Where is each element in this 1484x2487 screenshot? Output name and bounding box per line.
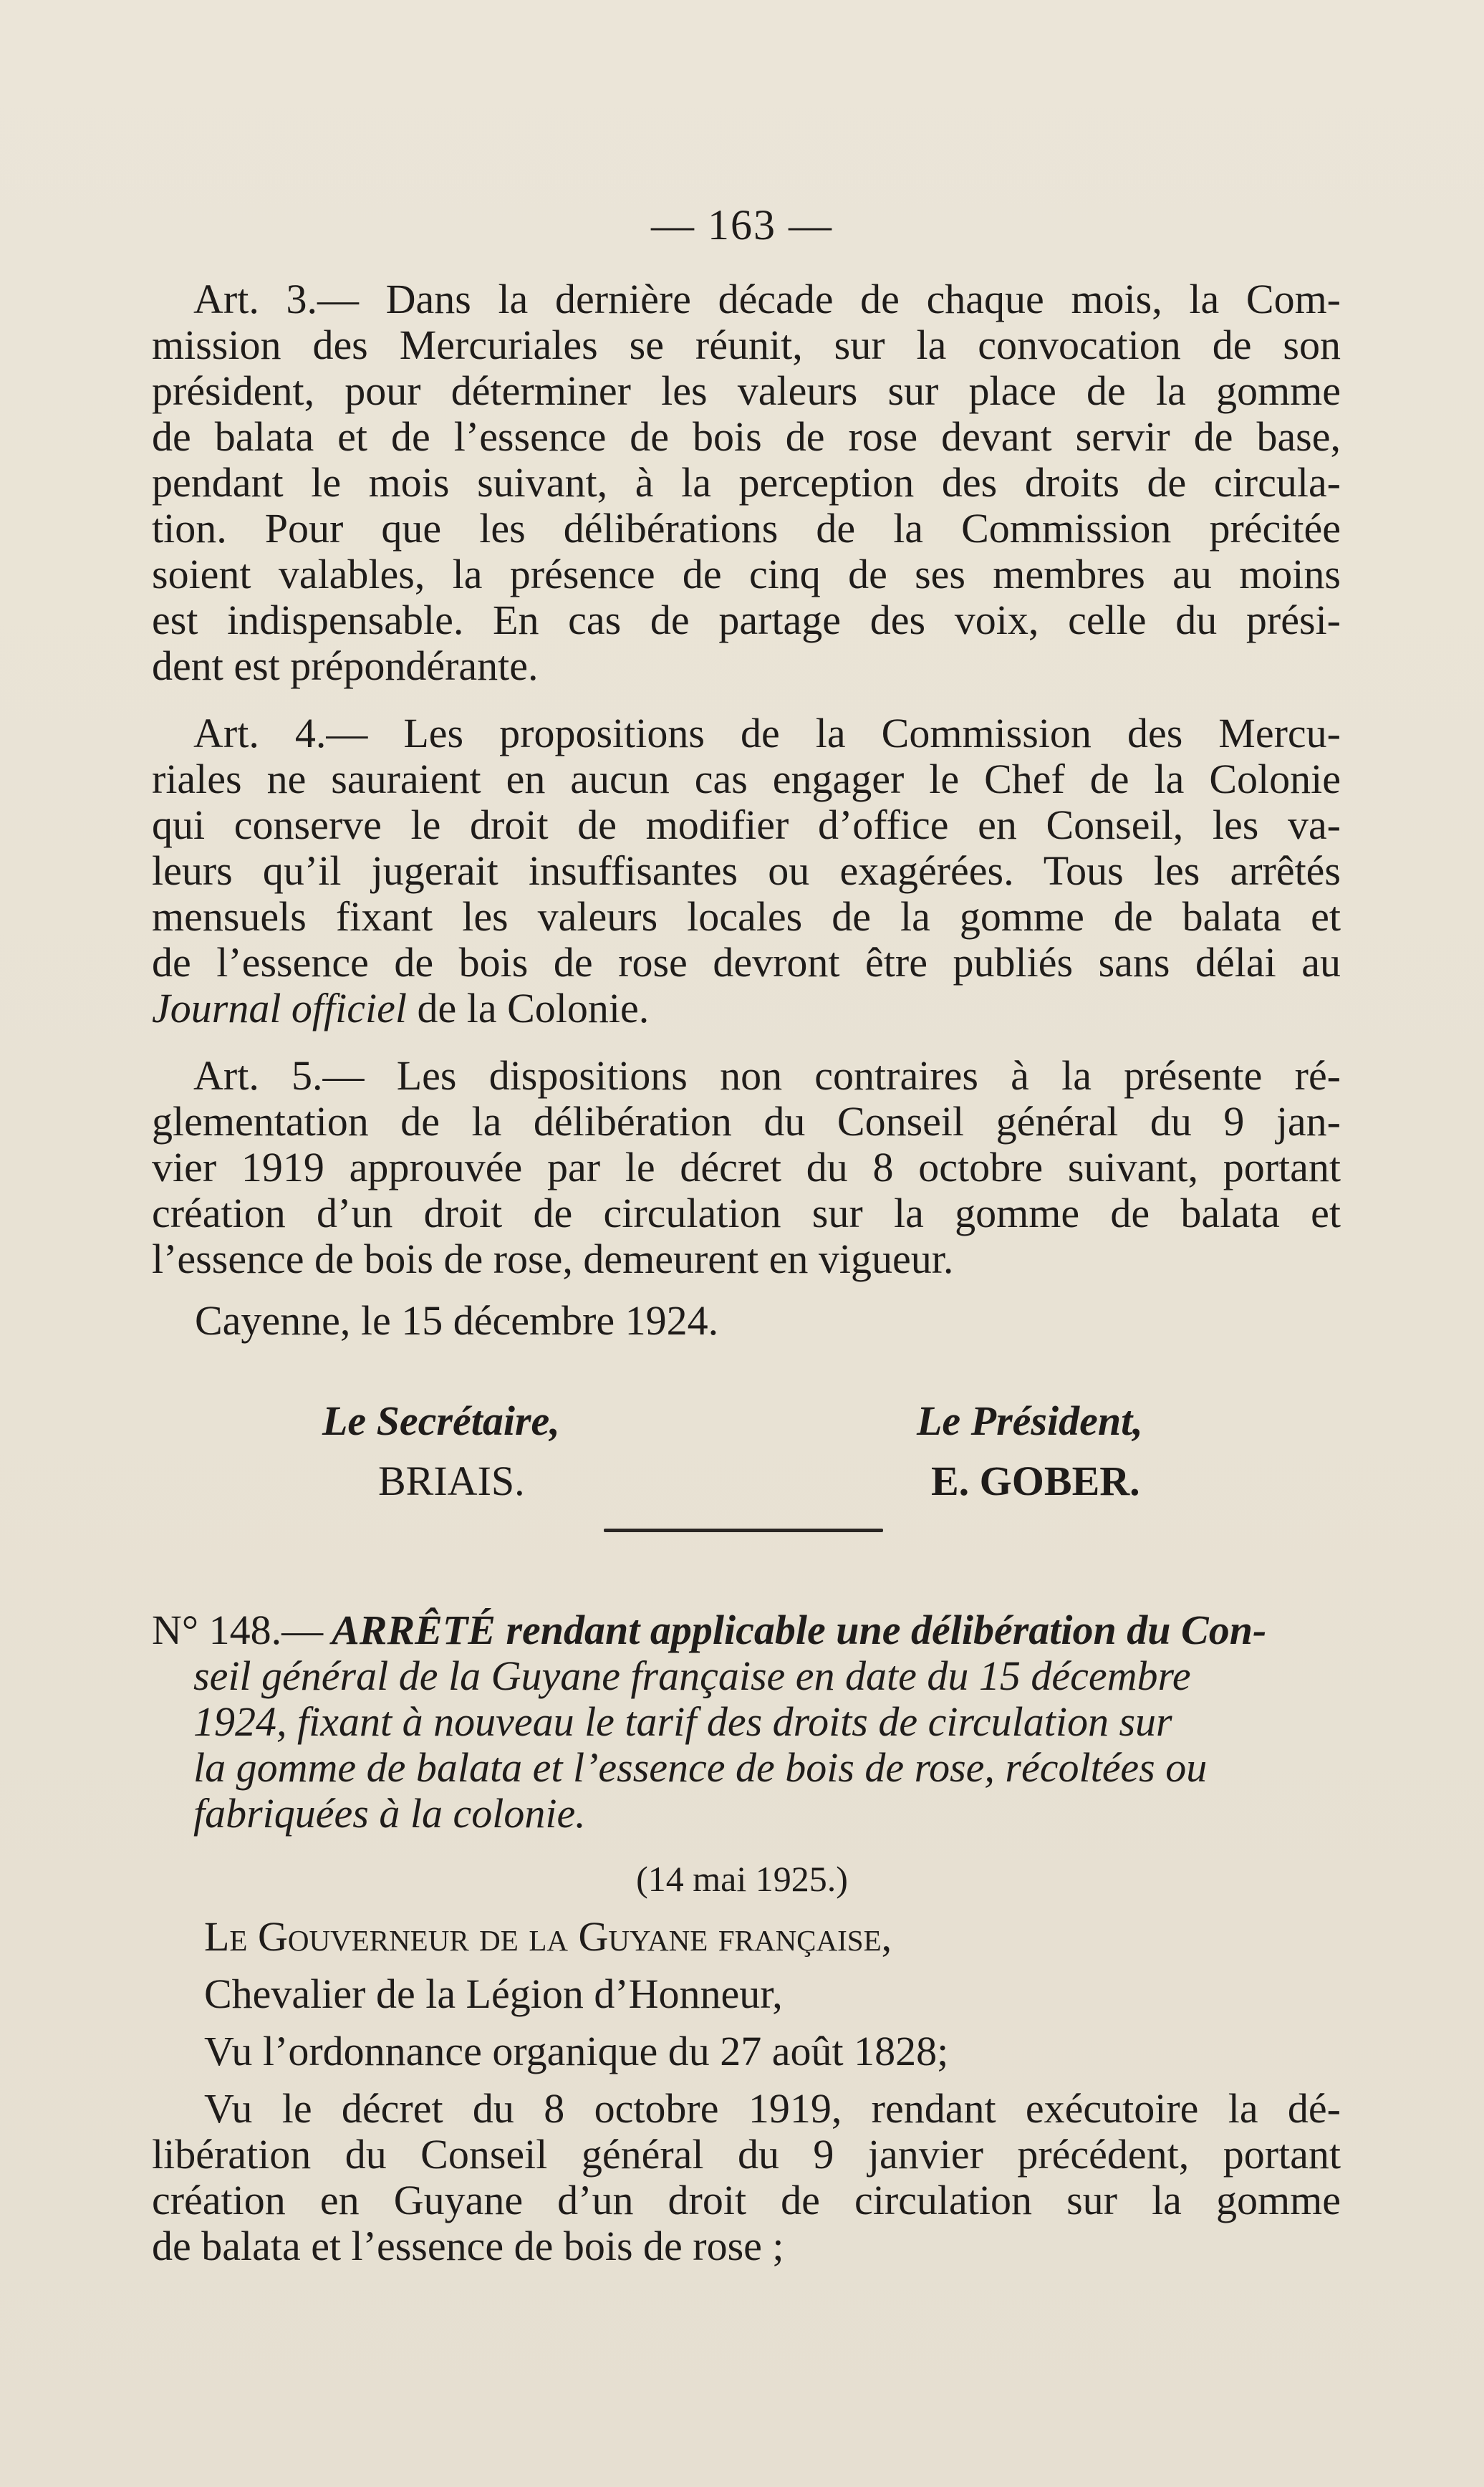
chevalier-line: Chevalier de la Légion d’Honneur, — [204, 1971, 783, 2017]
art3-line-5: pendant le mois suivant, à la perception des droits de circula- — [152, 459, 1341, 506]
governor-line: Le Gouverneur de la Guyane française, — [204, 1913, 892, 1960]
art3-line-1: Art. 3.— Dans la dernière décade de chaque mois, la Com- — [193, 276, 1341, 322]
vu-line-1: Vu l’ordonnance organique du 27 août 1828; — [204, 2028, 949, 2074]
president-role: Le Président, — [917, 1398, 1143, 1444]
decree-title-line-5: fabriquées à la colonie. — [193, 1790, 586, 1837]
decree-heading-line-1 — [152, 1607, 1341, 1653]
art5-line-5: l’essence de bois de rose, demeurent en vigueur. — [152, 1236, 954, 1282]
art4-line-5: mensuels fixant les valeurs locales de la gomme de balata et — [152, 893, 1341, 940]
vu2-line-2: libération du Conseil général du 9 janvier précédent, portant — [152, 2131, 1341, 2178]
journal-officiel: Journal officiel — [152, 985, 407, 1031]
place-date: Cayenne, le 15 décembre 1924. — [195, 1297, 719, 1344]
decree-number: N° 148.— — [152, 1607, 324, 1653]
president-name: E. GOBER. — [931, 1458, 1140, 1504]
art4-line-1: Art. 4.— Les propositions de la Commission des Mercu- — [193, 710, 1341, 756]
art4-line-3: qui conserve le droit de modifier d’office en Conseil, les va- — [152, 802, 1341, 848]
art5-line-1: Art. 5.— Les dispositions non contraires à la présente ré- — [193, 1052, 1341, 1099]
decree-date: (14 mai 1925.) — [636, 1859, 848, 1899]
art3-line-7: soient valables, la présence de cinq de ses membres au moins — [152, 551, 1341, 597]
vu2-line-3: création en Guyane d’un droit de circulation sur la gomme — [152, 2177, 1341, 2223]
art5-line-4: création d’un droit de circulation sur la gomme de balata et — [152, 1190, 1341, 1236]
page-number: — 163 — — [651, 201, 833, 249]
decree-title-line-4: la gomme de balata et l’essence de bois de rose, récoltées ou — [193, 1744, 1208, 1791]
art3-line-2: mission des Mercuriales se réunit, sur la convocation de son — [152, 322, 1341, 368]
art3-line-6: tion. Pour que les délibérations de la Commission précitée — [152, 505, 1341, 552]
art4-line-2: riales ne sauraient en aucun cas engager le Chef de la Colonie — [152, 756, 1341, 802]
art5-line-3: vier 1919 approuvée par le décret du 8 octobre suivant, portant — [152, 1144, 1341, 1190]
art3-line-8: est indispensable. En cas de partage des voix, celle du prési- — [152, 597, 1341, 643]
art4-line-4: leurs qu’il jugerait insuffisantes ou exagérées. Tous les arrêtés — [152, 847, 1341, 894]
decree-title-line-3: 1924, fixant à nouveau le tarif des droits de circulation sur — [193, 1698, 1172, 1745]
art4-line-7-rest: de la Colonie. — [407, 985, 650, 1031]
section-divider — [604, 1529, 883, 1532]
art3-line-3: président, pour déterminer les valeurs sur place de la gomme — [152, 367, 1341, 414]
decree-title-line-2: seil général de la Guyane française en date du 15 décembre — [193, 1653, 1191, 1699]
decree-title-first: ARRÊTÉ rendant applicable une délibération du Con- — [332, 1607, 1267, 1653]
art3-line-9: dent est prépondérante. — [152, 643, 539, 689]
secretary-role: Le Secrétaire, — [322, 1398, 560, 1444]
secretary-name: BRIAIS. — [378, 1458, 525, 1504]
vu2-line-4: de balata et l’essence de bois de rose ; — [152, 2223, 784, 2269]
art5-line-2: glementation de la délibération du Conseil général du 9 jan- — [152, 1098, 1341, 1145]
art4-line-6: de l’essence de bois de rose devront être publiés sans délai au — [152, 939, 1341, 986]
art4-line-7 — [152, 986, 1341, 1031]
vu2-line-1: Vu le décret du 8 octobre 1919, rendant exécutoire la dé- — [204, 2085, 1341, 2132]
art3-line-4: de balata et de l’essence de bois de rose devant servir de base, — [152, 413, 1341, 460]
